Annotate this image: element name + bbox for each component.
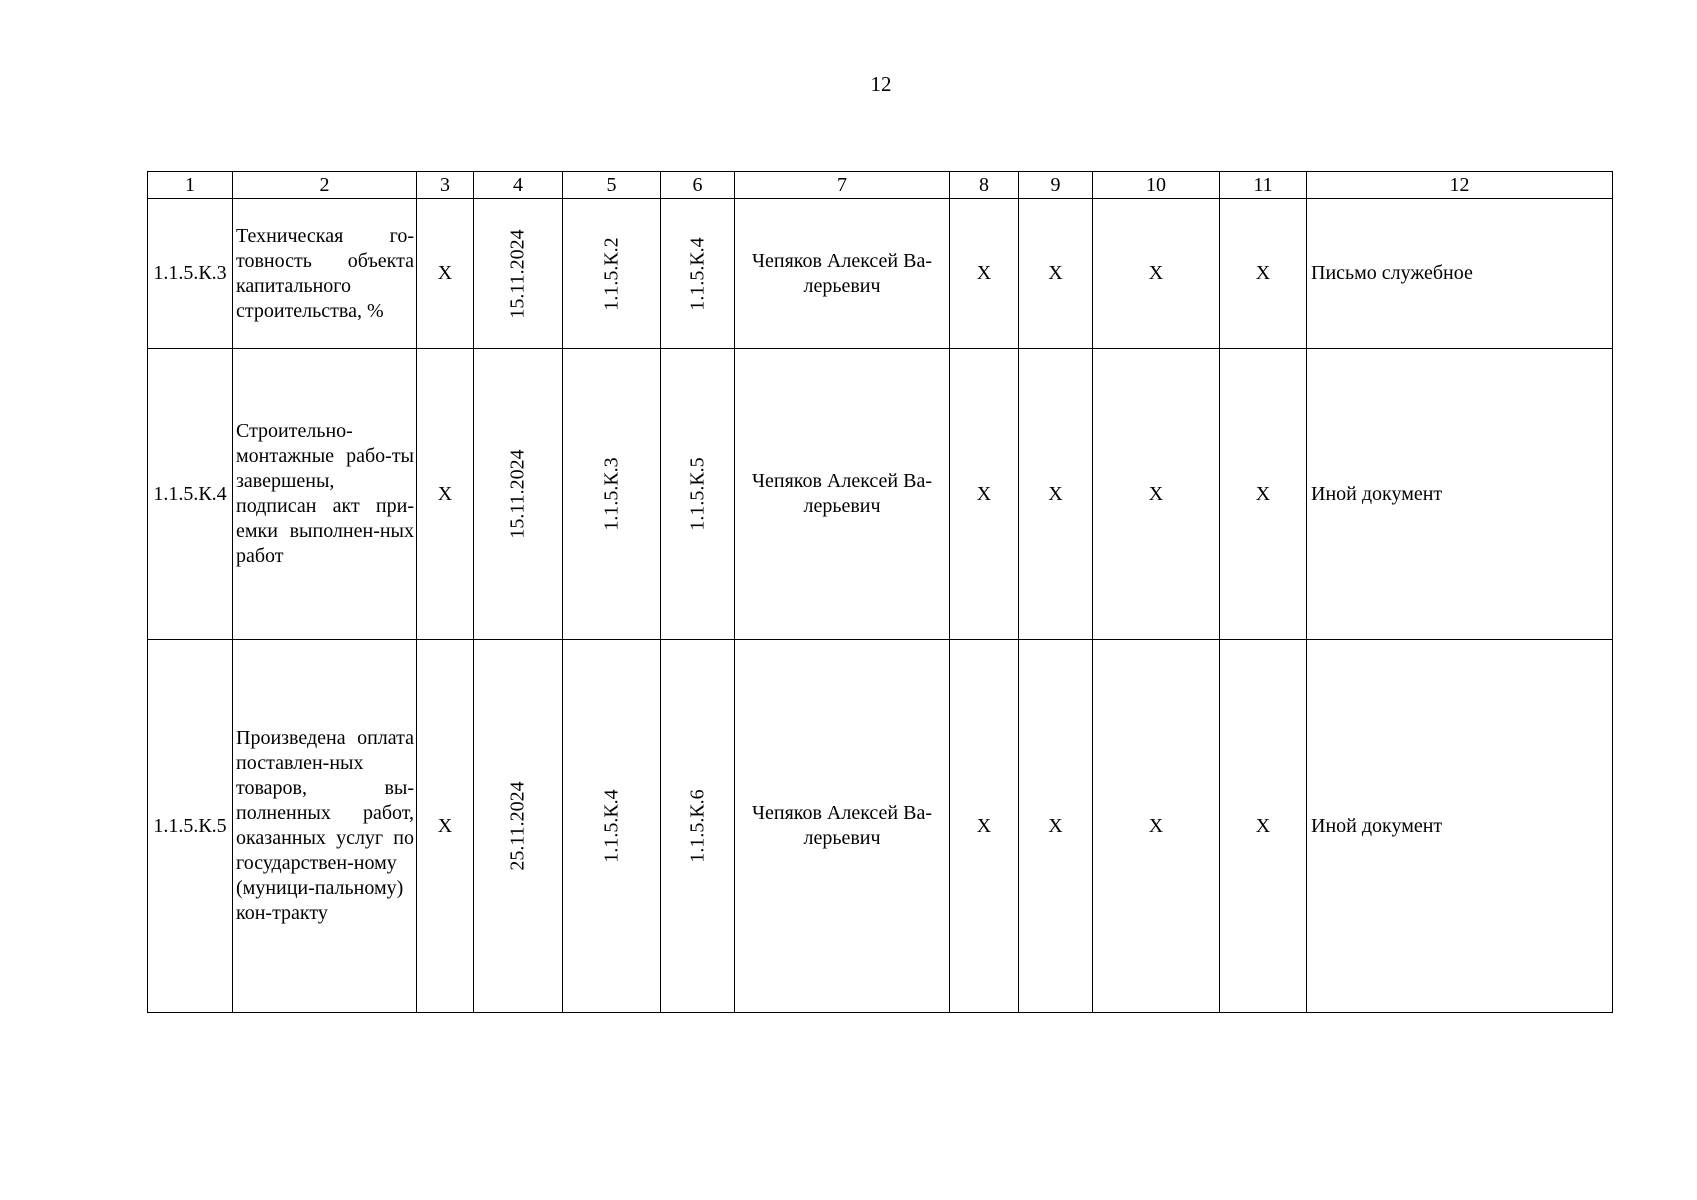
prev-point-text: 1.1.5.К.2: [600, 236, 622, 311]
row-name: Строительно-монтажные рабо-ты завершены, подписан акт при-емки выполнен-ных работ: [233, 349, 417, 640]
document-type: Письмо служебное: [1307, 199, 1613, 349]
header-cell: 12: [1307, 172, 1613, 199]
next-point-text: 1.1.5.К.5: [686, 457, 708, 531]
next-point-text: 1.1.5.К.6: [686, 789, 708, 863]
date-text: 25.11.2024: [506, 781, 529, 871]
header-row: [148, 172, 1613, 199]
header-cell: 2: [233, 172, 417, 199]
header-cell: 3: [417, 172, 474, 199]
header-cell: 9: [1019, 172, 1093, 199]
prev-point-cell: [563, 349, 661, 640]
row-name: Техническая го-товность объекта капитального строительства, %: [233, 199, 417, 349]
next-point-cell: [661, 199, 735, 349]
header-cell: 10: [1093, 172, 1220, 199]
header-cell: 1: [148, 172, 233, 199]
cell-x: Х: [1019, 349, 1093, 640]
date-cell: [474, 199, 563, 349]
table-row: [148, 640, 1613, 1013]
header-cell: 6: [661, 172, 735, 199]
table-row: [148, 349, 1613, 640]
cell-x: Х: [950, 349, 1019, 640]
responsible-person: Чепяков Алексей Ва-лерьевич: [735, 199, 950, 349]
page-number: 12: [870, 72, 892, 96]
header-cell: 4: [474, 172, 563, 199]
cell-x: Х: [417, 199, 474, 349]
cell-x: Х: [1093, 640, 1220, 1013]
row-code: 1.1.5.К.5: [148, 640, 233, 1013]
date-text: 15.11.2024: [506, 228, 529, 319]
document-type: Иной документ: [1307, 640, 1613, 1013]
document-type: Иной документ: [1307, 349, 1613, 640]
header-cell: 7: [735, 172, 950, 199]
table-row: [148, 199, 1613, 349]
row-name: Произведена оплата поставлен-ных товаров, вы-полненных работ, оказанных услуг по государствен-ному (муници-пальному) кон-тракту: [233, 640, 417, 1013]
row-code: 1.1.5.К.4: [148, 349, 233, 640]
header-cell: 5: [563, 172, 661, 199]
cell-x: Х: [950, 199, 1019, 349]
cell-x: Х: [417, 640, 474, 1013]
header-cell: 8: [950, 172, 1019, 199]
cell-x: Х: [1220, 640, 1307, 1013]
next-point-cell: [661, 640, 735, 1013]
next-point-text: 1.1.5.К.4: [686, 236, 708, 311]
prev-point-text: 1.1.5.К.3: [600, 457, 622, 531]
row-code: 1.1.5.К.3: [148, 199, 233, 349]
cell-x: Х: [1019, 640, 1093, 1013]
cell-x: Х: [417, 349, 474, 640]
next-point-cell: [661, 349, 735, 640]
date-cell: [474, 349, 563, 640]
cell-x: Х: [1093, 199, 1220, 349]
date-text: 15.11.2024: [506, 449, 529, 539]
prev-point-cell: [563, 640, 661, 1013]
date-cell: [474, 640, 563, 1013]
cell-x: Х: [950, 640, 1019, 1013]
prev-point-text: 1.1.5.К.4: [600, 789, 622, 863]
control-points-table: [147, 171, 1613, 1013]
cell-x: Х: [1220, 199, 1307, 349]
responsible-person: Чепяков Алексей Ва-лерьевич: [735, 640, 950, 1013]
header-cell: 11: [1220, 172, 1307, 199]
cell-x: Х: [1093, 349, 1220, 640]
responsible-person: Чепяков Алексей Ва-лерьевич: [735, 349, 950, 640]
prev-point-cell: [563, 199, 661, 349]
cell-x: Х: [1019, 199, 1093, 349]
cell-x: Х: [1220, 349, 1307, 640]
